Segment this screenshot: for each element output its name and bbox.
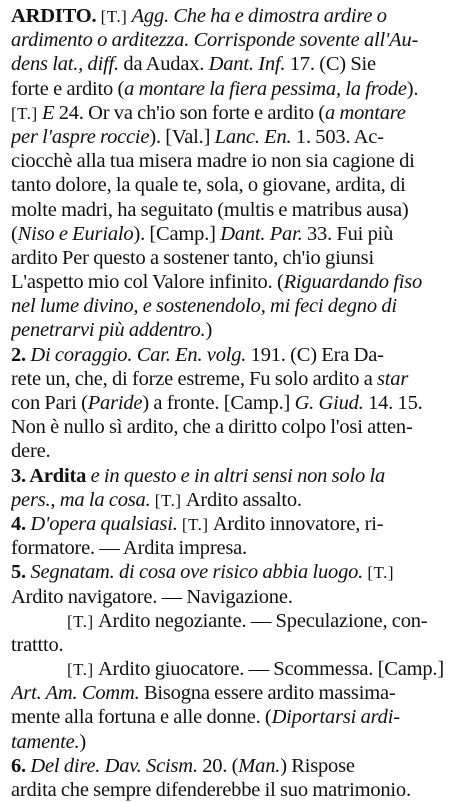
text-run: [T.]	[67, 611, 98, 631]
text-run: ). [Camp.]	[133, 222, 221, 245]
text-run: ). [Val.]	[149, 125, 215, 148]
entry-line	[11, 778, 460, 802]
text-run: penetrarvi più addentro.	[11, 319, 206, 342]
text-run: tamente.	[11, 730, 80, 753]
text-run: D'opera qualsiasi.	[30, 512, 178, 535]
entry-line	[11, 367, 460, 391]
entry-line	[11, 198, 460, 222]
text-run: Lanc. En.	[214, 125, 292, 148]
text-run: ARDITO.	[11, 5, 97, 27]
text-run: )	[79, 730, 87, 753]
text-run: Di coraggio. Car. En. volg.	[30, 343, 247, 366]
text-run: Art. Am. Comm.	[11, 682, 140, 705]
entry-line	[11, 415, 460, 439]
text-run: Paride	[87, 392, 143, 414]
entry-line	[11, 101, 460, 125]
text-run: 1. 503. Ac-	[291, 125, 384, 148]
text-run: 6.	[11, 754, 31, 777]
text-run: Ardito navigatore. — Navigazione.	[11, 585, 293, 608]
entry-line	[11, 391, 460, 415]
text-run: Non è nullo sì ardito, che a diritto colpo l'osi atten-	[11, 416, 413, 439]
text-run: G. Giud.	[294, 392, 364, 414]
text-run: Dant. Par.	[220, 222, 303, 245]
text-run: ) Rispose	[280, 754, 355, 777]
text-run: a montare	[325, 101, 406, 124]
text-run: Agg. Che ha e dimostra ardire o	[131, 5, 387, 27]
text-run: [T.]	[11, 103, 42, 123]
text-run: ciocchè alla tua misera madre io non sia cagione di	[11, 150, 415, 173]
text-run: ).	[406, 77, 419, 100]
entry-line	[11, 705, 460, 729]
text-run: Man.	[238, 754, 281, 777]
entry-line	[11, 4, 460, 28]
entry-line	[11, 754, 460, 778]
text-run: Ardito innovatore, ri-	[212, 512, 384, 535]
entry-line	[11, 730, 460, 754]
entry-line	[11, 609, 460, 633]
entry-line	[11, 246, 460, 270]
text-run: [T.]	[67, 660, 98, 680]
text-run: Bisogna essere ardito massima-	[139, 682, 396, 705]
text-run: 33. Fui più	[302, 222, 394, 245]
entry-line	[11, 464, 460, 488]
text-run: )	[205, 319, 213, 342]
text-run: per l'aspre roccie	[11, 125, 150, 148]
text-run: rete un, che, di forze estreme, Fu solo ardito a	[11, 367, 378, 390]
text-run: Diportarsi ardi-	[271, 706, 400, 729]
entry-line	[11, 52, 460, 76]
text-run: forte e ardito (	[11, 77, 125, 100]
text-run: 20. (	[197, 754, 239, 777]
entry-line	[11, 294, 460, 318]
text-run: L'aspetto mio col Valore infinito. (	[11, 271, 284, 294]
entry-line	[11, 77, 460, 101]
entry-line	[11, 633, 460, 657]
text-run: 17. (C) Sie	[285, 53, 376, 76]
text-run: Ardito assalto.	[185, 488, 302, 511]
text-run: con Pari (	[11, 392, 88, 414]
text-run: lat., diff.	[52, 53, 119, 76]
text-run: Ardito giuocatore. — Scommessa. [Camp.]	[97, 658, 444, 681]
text-run: trattto.	[11, 633, 64, 656]
text-run: 24. Or va ch'io son forte e ardito (	[54, 101, 326, 124]
text-run: Dant. Inf.	[208, 53, 286, 76]
text-run: tanto dolore, la quale te, sola, o giovane, ardita, di	[11, 174, 406, 197]
entry-line	[11, 222, 460, 246]
entry-line	[11, 173, 460, 197]
text-run: [T.]	[150, 490, 186, 510]
text-run: nel lume divino, e sostenendolo, mi feci degno di	[11, 295, 397, 318]
entry-line	[11, 512, 460, 536]
entry-line	[11, 149, 460, 173]
text-run: [T.]	[363, 563, 395, 583]
text-run: mente alla fortuna e alle donne. (	[11, 706, 272, 729]
entry-line	[11, 28, 460, 52]
text-run: pers., ma la cosa.	[11, 488, 151, 511]
entry-line	[11, 560, 460, 584]
text-run: e in questo e in altri sensi non solo la	[86, 464, 386, 487]
text-run: formatore. — Ardita impresa.	[11, 537, 247, 560]
text-run: dens	[11, 53, 53, 76]
text-run: 3. Ardita	[11, 464, 87, 487]
text-run: da Audax.	[118, 53, 209, 76]
text-run: E	[41, 101, 55, 124]
text-run: ardita che sempre difenderebbe il suo matrimonio.	[11, 779, 411, 801]
entry-line	[11, 488, 460, 512]
text-run: ardimento o arditezza. Corrisponde sovente all'Au-	[11, 29, 419, 52]
text-run: Del dire. Dav. Scism.	[30, 754, 198, 777]
text-run: [T.]	[96, 7, 132, 26]
text-run: 14. 15.	[363, 392, 423, 414]
text-run: ardito Per questo a sostener tanto, ch'io giunsi	[11, 246, 374, 269]
entry-line	[11, 536, 460, 560]
text-run: star	[377, 367, 409, 390]
entry-line	[11, 318, 460, 342]
text-run: [T.]	[177, 514, 213, 534]
text-run: 2.	[11, 343, 31, 366]
entry-line	[11, 681, 460, 705]
text-run: ) a fronte. [Camp.]	[142, 392, 295, 414]
entry-line	[11, 439, 460, 463]
text-run: molte madri, ha seguitato (multis e matribus ausa)	[11, 198, 409, 221]
text-run: (	[11, 222, 18, 245]
entry-line	[11, 585, 460, 609]
text-run: 5.	[11, 561, 31, 584]
text-run: 4.	[11, 512, 31, 535]
text-run: 191. (C) Era Da-	[246, 343, 384, 366]
entry-line	[11, 125, 460, 149]
text-run: Niso e Eurialo	[17, 222, 134, 245]
text-run: Riguardando fiso	[283, 271, 423, 294]
entry-line	[11, 270, 460, 294]
text-run: dere.	[11, 440, 51, 463]
text-run: a montare la fiera pessima, la frode	[124, 77, 407, 100]
text-run: Segnatam. di cosa ove risico abbia luogo.	[30, 561, 364, 584]
entry-line	[11, 343, 460, 367]
text-run: Ardito negoziante. — Speculazione, con-	[97, 609, 428, 632]
entry-line	[11, 657, 460, 681]
